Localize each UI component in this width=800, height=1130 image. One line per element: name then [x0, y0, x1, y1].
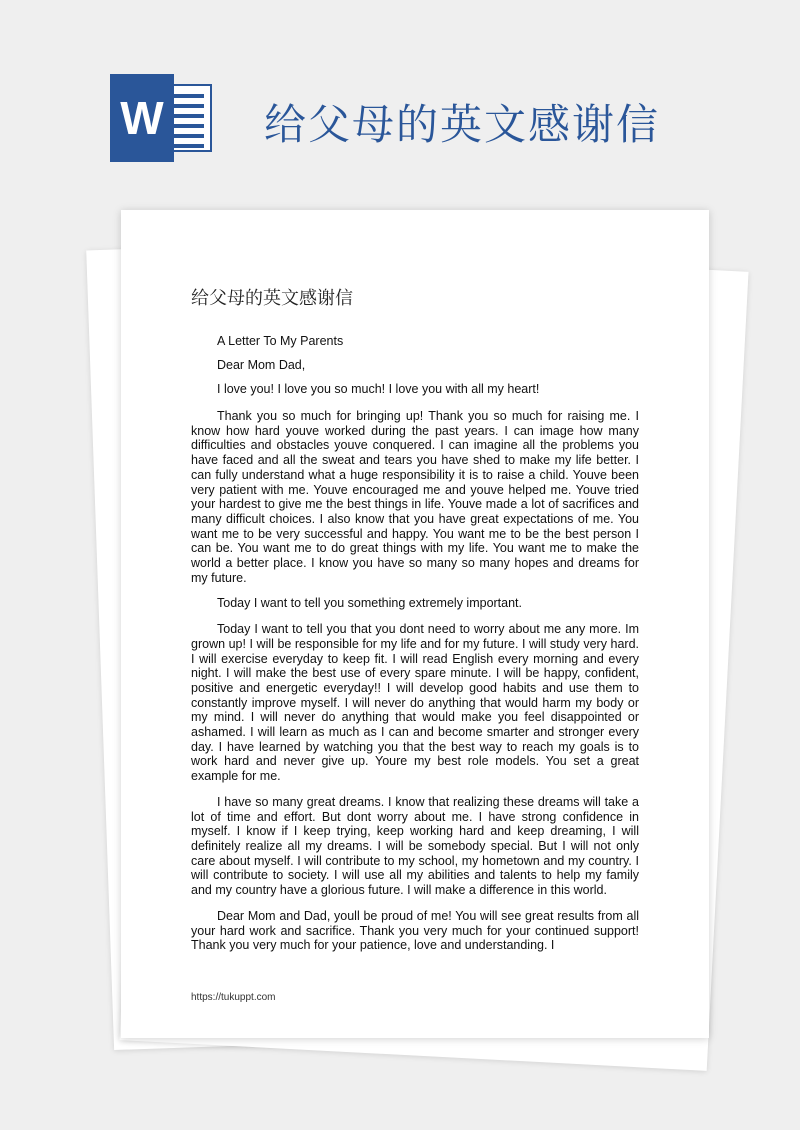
paragraph-5: Dear Mom and Dad, youll be proud of me! You will see great results from all your hard work and sacrifice. Thank you very much for your continued support! Thank you very much for your patience, love and understanding. I: [191, 908, 639, 953]
header-title: 给父母的英文感谢信: [264, 100, 661, 149]
paragraph-2: Today I want to tell you something extremely important.: [217, 596, 523, 611]
word-badge: W: [110, 74, 174, 162]
letter-heading: A Letter To My Parents: [217, 334, 344, 348]
letter-opening: I love you! I love you so much! I love you with all my heart!: [217, 382, 540, 396]
document-page: [121, 210, 709, 1038]
paragraph-4: I have so many great dreams. I know that realizing these dreams will take a lot of time and effort. But dont worry about me. I have strong confidence in myself. I know if I keep trying, keep working hard and keep dreaming, I will definitely realize all my dreams. I will be somebody special. But I will not only care about myself. I will contribute to my school, my hometown and my country. I will contribute to society. I will use all my abilities and talents to help my family and my country have a glorious future. I will make a difference in this world.: [191, 794, 639, 898]
paragraph-1: Thank you so much for bringing up! Thank you so much for raising me. I know how hard youve worked during the past years. I can image how many difficulties and obstacles youve conquered. I can imagine all the problems you have faced and all the sweat and tears you have shed to make my life better. I can fully understand what a huge responsibility it is to raise a child. Youve been very patient with me. Youve encouraged me and youve helped me. Youve tried your hardest to give me the best things in life. Youve made a lot of sacrifices and many difficult choices. I also know that you have great expectations of me. You want me to be very successful and happy. You want me to be the best person I can be. You want me to do great things with my life. You want me to make the world a better place. I know you have so many so many hopes and dreams for my future.: [191, 409, 639, 585]
footer-url[interactable]: https://tukuppt.com: [191, 992, 276, 1003]
word-logo-icon: [110, 74, 214, 162]
document-title: 给父母的英文感谢信: [191, 288, 353, 309]
paragraph-3: Today I want to tell you that you dont need to worry about me any more. Im grown up! I will be responsible for my life and for my future. I will study very hard. I will exercise everyday to keep fit. I will read English every morning and every night. I will make the best use of every spare minute. I will be happy, confident, positive and energetic everyday!! I will develop good habits and use them to constantly improve myself. I will never do anything that would harm my body or my mind. I will never do anything that would make you feel disappointed or ashamed. I will learn as much as I can and become smarter and stronger every day. I have learned by watching you that the best way to reach my goals is to work hard and never give up. Youre my best role models. You set a great example for me.: [191, 622, 639, 784]
letter-greeting: Dear Mom Dad,: [217, 358, 306, 372]
